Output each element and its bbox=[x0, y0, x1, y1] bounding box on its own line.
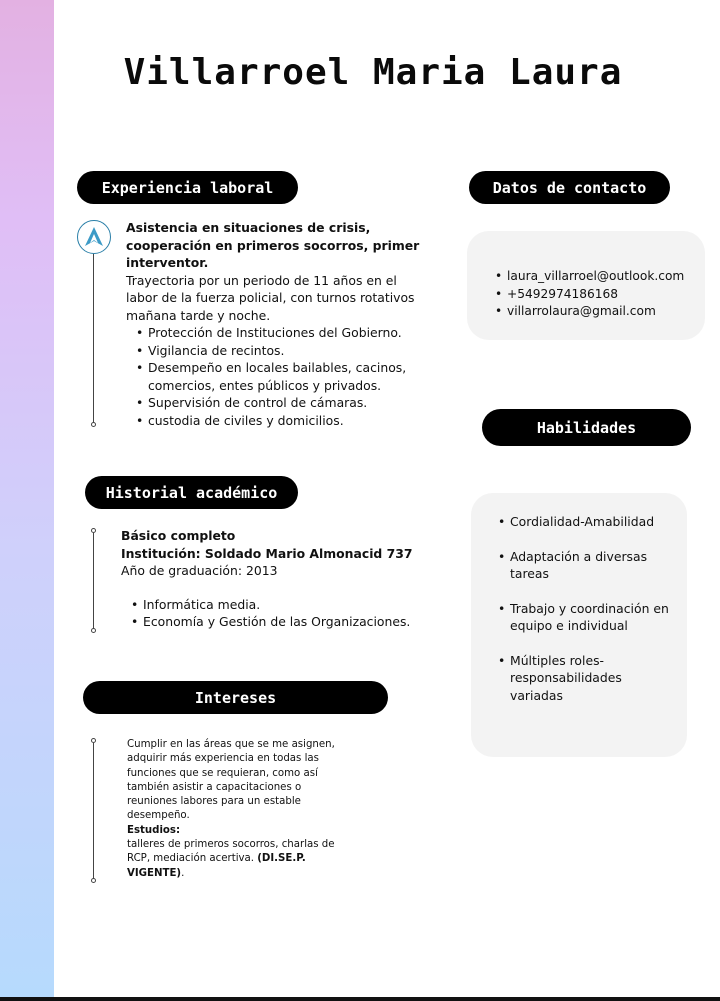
list-item: • Protección de Instituciones del Gobierno. bbox=[136, 324, 426, 342]
interests-text: Cumplir en las áreas que se me asignen, adquirir más experiencia en todas las funciones que se requieran, como así también asistir a capacitaciones o reuniones labores para un estable desempeño. bbox=[127, 739, 335, 822]
list-item: • Cordialidad-Amabilidad bbox=[498, 513, 670, 531]
studies-end: . bbox=[181, 867, 185, 879]
list-item: • Economía y Gestión de las Organizaciones. bbox=[131, 613, 441, 631]
experience-timeline-line bbox=[93, 254, 94, 424]
experience-section bbox=[126, 219, 426, 429]
education-timeline-end bbox=[91, 628, 96, 633]
contact-section bbox=[495, 268, 700, 321]
studies-text: talleres de primeros socorros, charlas de RCP, mediación acertiva. bbox=[127, 839, 335, 865]
logo-icon bbox=[77, 220, 111, 254]
contact-email[interactable]: • laura_villarroel@outlook.com bbox=[495, 268, 700, 286]
experience-role: Asistencia en situaciones de crisis, cooperación en primeros socorros, primer interventor. bbox=[126, 220, 420, 270]
contact-email-alt[interactable]: • villarrolaura@gmail.com bbox=[495, 303, 700, 321]
studies-label: Estudios: bbox=[127, 824, 181, 836]
contact-list bbox=[495, 268, 700, 321]
list-item: • Supervisión de control de cámaras. bbox=[136, 394, 426, 412]
list-item: • Adaptación a diversas tareas bbox=[498, 548, 670, 583]
gradient-sidebar bbox=[0, 0, 54, 998]
contact-heading: Datos de contacto bbox=[469, 171, 670, 204]
experience-description: Trayectoria por un periodo de 11 años en el labor de la fuerza policial, con turnos rotativos mañana tarde y noche. bbox=[126, 272, 415, 323]
interests-timeline-end bbox=[91, 878, 96, 883]
education-level: Básico completo bbox=[121, 528, 236, 543]
bottom-rule bbox=[0, 997, 720, 1001]
interests-heading: Intereses bbox=[83, 681, 388, 714]
education-list bbox=[131, 596, 441, 631]
studies-paragraph bbox=[127, 838, 339, 881]
experience-list bbox=[136, 324, 426, 429]
contact-phone[interactable]: • +5492974186168 bbox=[495, 286, 700, 304]
education-section bbox=[121, 527, 441, 631]
education-institution: Institución: Soldado Mario Almonacid 737 bbox=[121, 545, 413, 561]
education-timeline-line bbox=[93, 533, 94, 629]
list-item: • Informática media. bbox=[131, 596, 441, 614]
list-item: • custodia de civiles y domicilios. bbox=[136, 412, 426, 430]
education-graduation: Año de graduación: 2013 bbox=[121, 563, 278, 578]
candidate-name: Villarroel Maria Laura bbox=[123, 52, 623, 93]
interests-section bbox=[127, 738, 339, 881]
list-item: • Desempeño en locales bailables, cacinos, comercios, entes públicos y privados. bbox=[136, 359, 426, 394]
list-item: • Múltiples roles- responsabilidades variadas bbox=[498, 652, 670, 705]
list-item: • Vigilancia de recintos. bbox=[136, 342, 426, 360]
experience-heading: Experiencia laboral bbox=[77, 171, 298, 204]
interests-timeline-line bbox=[93, 743, 94, 880]
experience-timeline-end bbox=[91, 422, 96, 427]
studies-tag: (DI.SE.P. VIGENTE) bbox=[127, 853, 306, 879]
skills-heading: Habilidades bbox=[482, 409, 691, 446]
list-item: • Trabajo y coordinación en equipo e individual bbox=[498, 600, 670, 635]
education-heading: Historial académico bbox=[85, 476, 298, 509]
skills-list bbox=[498, 513, 670, 704]
skills-section bbox=[498, 513, 670, 704]
